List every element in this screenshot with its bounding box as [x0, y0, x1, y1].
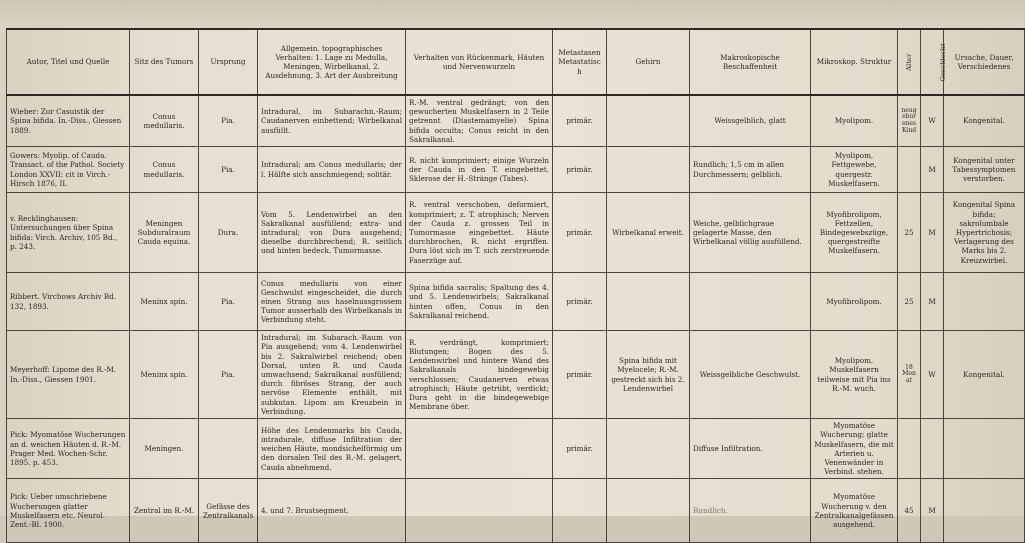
header-cause: Ursache, Dauer, Verschiedenes [944, 29, 1025, 95]
cell-author: Gowers: Myolip. of Cauda. Transact. of the Pathol. Society London XXVII: cit in Virch.-Hirsch 1876, II. [7, 147, 130, 193]
cell-cause: Kongenital. [944, 95, 1025, 147]
cell-metastases: primär. [553, 331, 607, 419]
cell-age: 45 [898, 479, 921, 543]
cell-author: v. Recklinghausen: Untersuchungen über Spina bifida: Virch. Archiv, 105 Bd., p. 243. [7, 193, 130, 273]
cell-micro: Myolipom, Fettgewebe, quergestr. Muskelfasern. [811, 147, 898, 193]
cell-metastases: primär. [553, 193, 607, 273]
cell-author: Pick: Ueber umschriebene Wucherungen glatter Muskelfasern etc. Neurol. Zent.-Bl. 1900. [7, 479, 130, 543]
cell-origin [199, 419, 258, 479]
cell-seat: Meninx spin. [130, 331, 199, 419]
cell-seat: Meningen Subduralraum Cauda equina. [130, 193, 199, 273]
cell-age: 25 [898, 193, 921, 273]
cell-topography: Intradural; am Conus medullaris; der l. Hälfte sich anschmiegend; solitär. [258, 147, 406, 193]
header-topography: Allgemein. topographisches Verhalten: 1. Lage zu Medulla, Meningen, Wirbelkanal, 2. Ausdehnung, 3. Art der Ausbreitung [258, 29, 406, 95]
cell-cord: Spina bifida sacralis; Spaltung des 4. und 5. Lendenwirbels; Sakralkanal hinten offen, Conus in den Sakralkanal reichend. [406, 273, 553, 331]
cell-topography: Höhe des Lendenmarks bis Cauda, intradurale, diffuse Infiltration der weichen Häute, mondsichelförmig um den dorsalen Teil des R.-M. gelagert, Cauda abnehmend. [258, 419, 406, 479]
header-age [898, 29, 921, 95]
cell-seat: Meninx spin. [130, 273, 199, 331]
cell-sex: M [921, 193, 944, 273]
cell-topography: Conus medullaris von einer Geschwulst eingescheidet, die durch einen Strang aus haselnussgrossem Tumor ausserhalb des Wirbelkanals in Verbindung steht. [258, 273, 406, 331]
header-seat: Sitz des Tumors [130, 29, 199, 95]
header-age-label: Alter [905, 53, 914, 72]
table-row [7, 331, 1025, 419]
cell-cord [406, 419, 553, 479]
header-cord: Verhalten von Rückenmark, Häuten und Nervenwurzeln [406, 29, 553, 95]
cell-metastases: primär. [553, 273, 607, 331]
cell-topography: Vom 5. Lendenwirbel an den Sakralkanal ausfüllend; extra- und intradural; von Dura ausgehend; dieselbe durchbrechend; R. seitlich und hinten bedeck. Tumormasse. [258, 193, 406, 273]
cell-topography: 4. und 7. Brustsegment. [258, 479, 406, 543]
cell-brain [607, 273, 690, 331]
cell-cord: R. verdrängt, komprimiert; Blutungen; Bogen des 5. Lendenwirbel und hintere Wand des Sakralkanals bindegewebig verschlossen; Caudanerven etwas atrophisch; Häute getrübt, verdickt; Dura geht in die bindegewebige Membrane über. [406, 331, 553, 419]
tumor-case-table [6, 28, 1025, 543]
cell-seat: Zentral im R.-M. [130, 479, 199, 543]
header-micro: Mikroskop. Struktur [811, 29, 898, 95]
cell-topography: Intradural; im Subarach.-Raum von Pia ausgehend; vom 4. Lendenwirbel bis 2. Sakralwirbel reichend; oben Dorsal, unten R. und Cauda umwachsend; Sakralkanal ausfüllend; durch fibröses Strang, der auch nervöse Elemente enthält, mit subkutan. Lipom am Kreuzbein in Verbindung. [258, 331, 406, 419]
cell-macro: Weiche, gelblichgraue gelagerte Masse, den Wirbelkanal völlig ausfüllend. [690, 193, 811, 273]
cell-brain [607, 479, 690, 543]
cell-cord: R. ventral verschoben, deformiert, komprimiert; z. T. atrophisch; Nerven der Cauda z. grossen Teil in Tumormasse eingebettet. Häute durchbrochen, R. nicht ergriffen. Dura löst sich im T. sich zerstreuende Faserzüge auf. [406, 193, 553, 273]
cell-sex: W [921, 95, 944, 147]
cell-cord [406, 479, 553, 543]
header-brain: Gehirn [607, 29, 690, 95]
cell-micro: Myomatöse Wucherung v. den Zentralkanalgefässen ausgehend. [811, 479, 898, 543]
cell-sex: M [921, 273, 944, 331]
table-row [7, 419, 1025, 479]
cell-sex: M [921, 147, 944, 193]
cell-age [898, 419, 921, 479]
cell-metastases: primär. [553, 95, 607, 147]
cell-author: Meyerhoff: Lipome des R.-M. In.-Diss., Giessen 1901. [7, 331, 130, 419]
table-row [7, 147, 1025, 193]
header-origin: Ursprung [199, 29, 258, 95]
header-metastases: Metastasen Metastatisch [553, 29, 607, 95]
cell-brain [607, 147, 690, 193]
cell-age: neugeborenes Kind [898, 95, 921, 147]
cell-micro: Myofibrolipom, Fettzellen, Bindegewebszüge, quergestreifte Muskelfasern. [811, 193, 898, 273]
cell-micro: Myofibrolipom. [811, 273, 898, 331]
cell-metastases [553, 479, 607, 543]
table-header-row [7, 29, 1025, 95]
cell-origin: Gefässe des Zentralkanals [199, 479, 258, 543]
cell-sex [921, 419, 944, 479]
cell-cord: R. nicht komprimiert; einige Wurzeln der Cauda in den T. eingebettet. Sklerose der H.-Stränge (Tabes). [406, 147, 553, 193]
header-sex-label: Geschlecht [938, 43, 947, 82]
table-row [7, 193, 1025, 273]
cell-origin: Pia. [199, 331, 258, 419]
cell-brain [607, 419, 690, 479]
page-top-margin [0, 0, 1024, 30]
table-row [7, 273, 1025, 331]
cell-metastases: primär. [553, 419, 607, 479]
cell-sex: W [921, 331, 944, 419]
cell-cause [944, 273, 1025, 331]
cell-macro: Rundlich. [690, 479, 811, 543]
cell-brain [607, 95, 690, 147]
cell-age: 18 Monat [898, 331, 921, 419]
cell-macro: Weissgelblich, glatt [690, 95, 811, 147]
header-macro: Makroskopische Beschaffenheit [690, 29, 811, 95]
cell-cause: Kongenital. [944, 331, 1025, 419]
cell-author: Wieber: Zur Casuistik der Spina bifida. In.-Diss., Giessen 1889. [7, 95, 130, 147]
cell-cause: Kongenital Spina bifida; sakrolumbale Hypertrichosis; Verlagerung des Marks bis 2. Kreuzwirbel. [944, 193, 1025, 273]
cell-micro: Myolipom. [811, 95, 898, 147]
table-row [7, 479, 1025, 543]
cell-origin: Pia. [199, 147, 258, 193]
cell-age [898, 147, 921, 193]
cell-cord: R.-M. ventral gedrängt; von den gewucherten Muskelfasern in 2 Teile getrennt (Diastemamyelie) Spina bifida occulta; Conus reicht in den Sakralkanal. [406, 95, 553, 147]
cell-cause: Kongenital unter Tabessymptomen verstorben. [944, 147, 1025, 193]
cell-seat: Conus medullaris. [130, 147, 199, 193]
cell-cause [944, 479, 1025, 543]
cell-author: Pick: Myomatöse Wucherungen an d. weichen Häuten d. R.-M. Prager Med. Wochen-Schr. 1895. p. 453. [7, 419, 130, 479]
cell-sex: M [921, 479, 944, 543]
cell-macro: Rundlich; 1,5 cm in allen Durchmessern; gelblich. [690, 147, 811, 193]
cell-brain: Spina bifida mit Myelocele; R.-M. gestreckt sich bis 2. Lendenwirbel [607, 331, 690, 419]
cell-macro: Weissgelbliche Geschwulst. [690, 331, 811, 419]
cell-macro [690, 273, 811, 331]
header-sex [921, 29, 947, 95]
cell-seat: Conus medullaris. [130, 95, 199, 147]
header-author: Autor, Titel und Quelle [7, 29, 130, 95]
table-row [7, 95, 1025, 147]
cell-age: 25 [898, 273, 921, 331]
cell-micro: Myomatöse Wucherung; glatte Muskelfasern, die mit Arterien u. Venenwänder in Verbind. stehen. [811, 419, 898, 479]
cell-topography: Intradural, im Subarachn.-Raum; Caudanerven einbettend; Wirbelkanal ausfüllt. [258, 95, 406, 147]
cell-origin: Pia. [199, 95, 258, 147]
cell-micro: Myolipom, Muskelfasern teilweise mit Pia ins R.-M. wuch. [811, 331, 898, 419]
cell-cause [944, 419, 1025, 479]
cell-brain: Wirbelkanal erweit. [607, 193, 690, 273]
cell-seat: Meningen. [130, 419, 199, 479]
cell-metastases: primär. [553, 147, 607, 193]
cell-macro: Diffuse Infiltration. [690, 419, 811, 479]
cell-author: Ribbert. Virchows Archiv Bd. 132, 1893. [7, 273, 130, 331]
cell-origin: Dura. [199, 193, 258, 273]
cell-origin: Pia. [199, 273, 258, 331]
